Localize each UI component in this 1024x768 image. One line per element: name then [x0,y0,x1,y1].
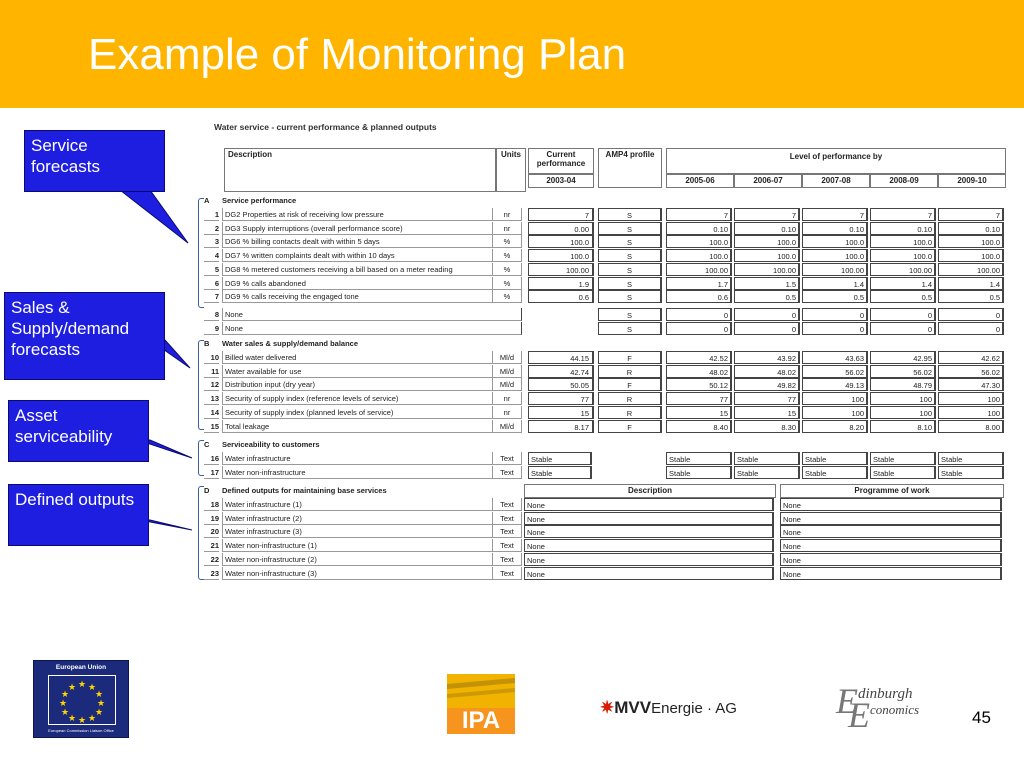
row-description: Distribution input (dry year) [222,378,492,391]
row-units: nr [492,392,522,405]
amp4-value: F [598,378,662,391]
ipa-logo [447,674,515,734]
mvv-brand: MVV [614,698,652,717]
year-value: 56.02 [802,365,868,378]
eu-star-icon: ★ [97,698,106,708]
year-value: 0 [802,308,868,321]
eu-star-icon: ★ [68,713,77,723]
current-header: Current performance [536,150,586,168]
row-number: 2 [204,222,219,235]
defined-description-header: Description [627,486,672,495]
row-units: % [492,249,522,262]
eu-logo [33,660,129,738]
row-units: % [492,290,522,303]
row-units: Text [492,466,522,479]
amp4-value: S [598,222,662,235]
row-number: 6 [204,277,219,290]
row-description: Water infrastructure (1) [222,498,492,511]
row-description: DG8 % metered customers receiving a bill based on a meter reading [222,263,492,276]
eu-office-label: European Commission Liaison Office [48,728,114,733]
year-value: 8.40 [666,420,732,433]
amp4-header: AMP4 profile [605,150,655,159]
year-value: 77 [666,392,732,405]
year-value: 0 [870,322,936,335]
row-number: 15 [204,420,219,433]
section-header [204,195,496,207]
amp4-value: S [598,263,662,276]
row-number: 22 [204,553,219,566]
row-description: Water infrastructure [222,452,492,465]
row-description: None [222,308,522,321]
row-number: 11 [204,365,219,378]
sales-forecasts-callout: Sales & Supply/demand forecasts [4,292,165,380]
row-description: DG2 Properties at risk of receiving low pressure [222,208,492,221]
page-number: 45 [972,708,991,727]
current-value: 1.9 [528,277,594,290]
amp4-value: S [598,208,662,221]
year-value: 1.7 [666,277,732,290]
service-callout-pointer [120,190,188,243]
year-value: 100.0 [870,249,936,262]
table-row [196,420,1008,433]
table-row [196,249,1008,262]
section-header [204,338,496,350]
section-label: Defined outputs for maintaining base services [222,486,387,495]
row-number: 14 [204,406,219,419]
row-description: Water non-infrastructure (2) [222,553,492,566]
section-letter: D [204,486,210,495]
row-units: Text [492,512,522,525]
row-description: Water non-infrastructure [222,466,492,479]
year-value: 0.5 [938,290,1004,303]
table-row [196,322,1008,335]
mvv-energie-label: Energie · AG [651,700,737,717]
eu-star-icon: ★ [88,713,97,723]
year-value: Stable [938,466,1004,479]
year-value: Stable [802,452,868,465]
row-description: Water infrastructure (3) [222,525,492,538]
description-header: Description [228,150,273,159]
row-number: 23 [204,567,219,580]
table-row [196,525,1008,538]
row-units: Ml/d [492,378,522,391]
year-value: 15 [734,406,800,419]
year-value: Stable [666,452,732,465]
row-units: nr [492,208,522,221]
year-value: 49.13 [802,378,868,391]
year-header: 2006-07 [753,176,783,185]
amp4-value: S [598,308,662,321]
year-value: 100.00 [734,263,800,276]
asset-serviceability-callout: Asset serviceability [8,400,149,462]
defined-description-value: None [524,512,774,525]
year-value: 100.00 [870,263,936,276]
row-units: Text [492,553,522,566]
defined-outputs-callout: Defined outputs [8,484,149,546]
current-value: 15 [528,406,594,419]
table-heading: Water service - current performance & planned outputs [214,122,437,132]
year-value: 100.0 [802,235,868,248]
current-value: 100.0 [528,235,594,248]
current-value: Stable [528,452,592,465]
year-value: 8.10 [870,420,936,433]
amp4-value: R [598,392,662,405]
slide-title: Example of Monitoring Plan [88,30,627,79]
year-value: 0 [666,322,732,335]
programme-value: None [780,525,1002,538]
table-row [196,308,1008,321]
amp4-value: S [598,235,662,248]
year-value: 100.0 [802,249,868,262]
economics-e-icon: E [848,695,870,735]
ipa-label: IPA [447,708,515,734]
row-description: Security of supply index (planned levels of service) [222,406,492,419]
row-number: 10 [204,351,219,364]
eu-star-icon: ★ [61,707,70,717]
year-value: 100.0 [870,235,936,248]
year-header: 2007-08 [821,176,851,185]
year-value: 43.92 [734,351,800,364]
row-number: 13 [204,392,219,405]
year-value: 0.10 [938,222,1004,235]
row-units: nr [492,222,522,235]
year-value: 0.5 [734,290,800,303]
row-description: DG6 % billing contacts dealt with within 5 days [222,235,492,248]
year-value: 100.0 [734,249,800,262]
programme-value: None [780,498,1002,511]
current-value: 100.00 [528,263,594,276]
programme-value: None [780,539,1002,552]
year-value: 100 [870,406,936,419]
row-units: Text [492,452,522,465]
row-description: DG9 % calls abandoned [222,277,492,290]
table-row [196,498,1008,511]
year-value: 7 [938,208,1004,221]
year-value: 100.0 [666,249,732,262]
row-description: None [222,322,522,335]
row-description: Water non-infrastructure (1) [222,539,492,552]
table-row [196,406,1008,419]
defined-description-value: None [524,553,774,566]
table-row [196,378,1008,391]
row-number: 9 [204,322,219,335]
row-units: Text [492,567,522,580]
row-units: Text [492,498,522,511]
defined-description-value: None [524,567,774,580]
year-value: 0.10 [666,222,732,235]
year-value: 8.00 [938,420,1004,433]
edinburgh-label: dinburgh [858,686,913,702]
row-description: Total leakage [222,420,492,433]
year-value: 100.0 [666,235,732,248]
row-number: 4 [204,249,219,262]
row-number: 16 [204,452,219,465]
table-row [196,365,1008,378]
year-value: Stable [802,466,868,479]
year-value: 0 [938,308,1004,321]
mvv-logo [600,698,737,718]
row-description: Security of supply index (reference levels of service) [222,392,492,405]
row-number: 19 [204,512,219,525]
year-value: 7 [802,208,868,221]
service-forecasts-callout: Service forecasts [24,130,165,192]
year-value: 56.02 [938,365,1004,378]
year-value: 0 [802,322,868,335]
amp4-value: S [598,322,662,335]
row-units: % [492,235,522,248]
section-label: Service performance [222,196,297,205]
current-value: 50.05 [528,378,594,391]
year-value: Stable [870,466,936,479]
year-value: Stable [734,466,800,479]
section-header [204,439,496,451]
eu-flag-icon [48,675,116,725]
section-letter: B [204,339,210,348]
current-value: 44.15 [528,351,594,364]
current-year-header: 2003-04 [546,176,576,185]
section-label: Serviceability to customers [222,440,320,449]
year-value: 100.0 [938,235,1004,248]
programme-header: Programme of work [854,486,930,495]
year-header: 2005-06 [685,176,715,185]
year-value: 48.02 [666,365,732,378]
row-number: 17 [204,466,219,479]
year-value: Stable [666,466,732,479]
year-value: 0 [666,308,732,321]
section-label: Water sales & supply/demand balance [222,339,359,348]
amp4-value: S [598,249,662,262]
row-description: Water non-infrastructure (3) [222,567,492,580]
year-value: 0 [870,308,936,321]
year-value: 1.4 [802,277,868,290]
year-value: 1.4 [870,277,936,290]
year-value: 1.5 [734,277,800,290]
eu-star-icon: ★ [59,698,68,708]
current-value: 8.17 [528,420,594,433]
year-value: 48.79 [870,378,936,391]
year-value: 100.0 [938,249,1004,262]
row-units: Text [492,525,522,538]
row-number: 12 [204,378,219,391]
eu-star-icon: ★ [78,715,87,725]
current-value: 42.74 [528,365,594,378]
section-letter: C [204,440,210,449]
year-value: 7 [870,208,936,221]
row-units: Text [492,539,522,552]
row-description: DG9 % calls receiving the engaged tone [222,290,492,303]
section-letter: A [204,196,210,205]
row-number: 7 [204,290,219,303]
year-value: 8.20 [802,420,868,433]
table-row [196,466,1008,479]
row-number: 5 [204,263,219,276]
year-value: 0 [734,322,800,335]
year-value: Stable [870,452,936,465]
table-row [196,208,1008,221]
table-row [196,539,1008,552]
year-header: 2008-09 [889,176,919,185]
row-units: % [492,263,522,276]
amp4-value: R [598,406,662,419]
year-value: 100.00 [666,263,732,276]
year-value: 100 [802,406,868,419]
table-row [196,235,1008,248]
year-value: 42.62 [938,351,1004,364]
row-units: Ml/d [492,365,522,378]
amp4-value: F [598,420,662,433]
row-number: 21 [204,539,219,552]
year-value: 49.82 [734,378,800,391]
eu-star-icon: ★ [95,707,104,717]
year-value: 100.00 [802,263,868,276]
year-value: Stable [734,452,800,465]
amp4-value: R [598,365,662,378]
defined-description-value: None [524,525,774,538]
row-description: DG3 Supply interruptions (overall performance score) [222,222,492,235]
year-value: 48.02 [734,365,800,378]
programme-value: None [780,567,1002,580]
amp4-value: F [598,351,662,364]
year-value: 100.00 [938,263,1004,276]
economics-label: conomics [870,702,920,717]
current-value: Stable [528,466,592,479]
eu-star-icon: ★ [88,682,97,692]
table-row [196,392,1008,405]
table-row [196,290,1008,303]
mvv-sun-icon: ✷ [600,698,615,717]
year-value: 0 [938,322,1004,335]
year-value: 47.30 [938,378,1004,391]
year-value: 15 [666,406,732,419]
row-description: Water available for use [222,365,492,378]
amp4-value: S [598,290,662,303]
year-value: 100 [870,392,936,405]
current-value: 0.00 [528,222,594,235]
row-units: nr [492,406,522,419]
year-value: 0.5 [802,290,868,303]
table-row [196,512,1008,525]
ipa-rays-icon [447,674,515,708]
row-units: % [492,277,522,290]
eu-star-icon: ★ [68,682,77,692]
year-header: 2009-10 [957,176,987,185]
eu-star-icon: ★ [61,689,70,699]
defined-description-value: None [524,539,774,552]
year-value: 0.10 [802,222,868,235]
eu-star-icon: ★ [78,679,87,689]
year-value: 56.02 [870,365,936,378]
table-row [196,567,1008,580]
current-value: 100.0 [528,249,594,262]
defined-description-value: None [524,498,774,511]
row-units: Ml/d [492,351,522,364]
year-value: 77 [734,392,800,405]
edinburgh-e-icon: E [836,681,858,721]
eu-title: European Union [55,664,107,671]
year-value: 0.10 [870,222,936,235]
year-value: 0.6 [666,290,732,303]
year-value: 7 [734,208,800,221]
row-number: 8 [204,308,219,321]
year-value: 8.30 [734,420,800,433]
year-value: 100.0 [734,235,800,248]
programme-value: None [780,553,1002,566]
programme-value: None [780,512,1002,525]
table-row [196,277,1008,290]
year-value: 0 [734,308,800,321]
current-value: 77 [528,392,594,405]
year-value: 50.12 [666,378,732,391]
year-value: 0.10 [734,222,800,235]
row-number: 20 [204,525,219,538]
year-value: 0.5 [870,290,936,303]
row-number: 3 [204,235,219,248]
current-value: 0.6 [528,290,594,303]
monitoring-plan-table [196,116,1008,586]
table-row [196,263,1008,276]
level-header: Level of performance by [789,152,883,161]
table-row [196,351,1008,364]
year-value: Stable [938,452,1004,465]
eu-star-icon: ★ [95,689,104,699]
year-value: 43.63 [802,351,868,364]
year-value: 100 [938,392,1004,405]
row-description: Billed water delivered [222,351,492,364]
units-header: Units [501,150,521,159]
year-value: 1.4 [938,277,1004,290]
year-value: 100 [802,392,868,405]
amp4-value: S [598,277,662,290]
row-number: 1 [204,208,219,221]
table-row [196,553,1008,566]
table-row [196,222,1008,235]
year-value: 42.95 [870,351,936,364]
row-description: Water infrastructure (2) [222,512,492,525]
section-header [204,485,496,497]
row-description: DG7 % written complaints dealt with within 10 days [222,249,492,262]
year-value: 7 [666,208,732,221]
year-value: 100 [938,406,1004,419]
row-units: Ml/d [492,420,522,433]
row-number: 18 [204,498,219,511]
year-value: 42.52 [666,351,732,364]
table-row [196,452,1008,465]
current-value: 7 [528,208,594,221]
